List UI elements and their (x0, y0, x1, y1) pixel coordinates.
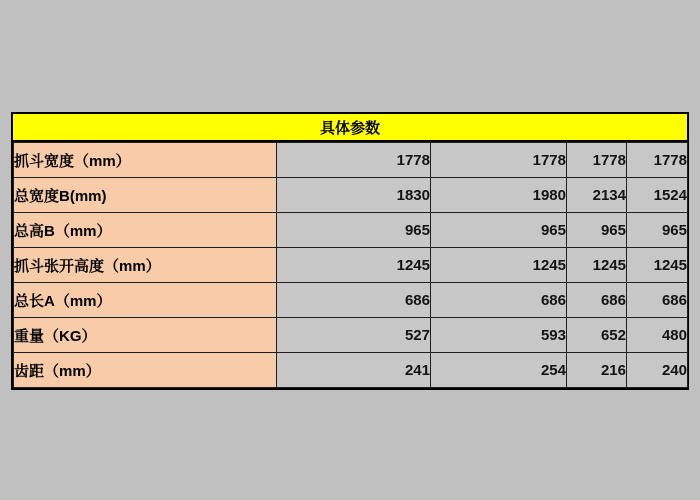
row-label: 抓斗宽度（mm） (14, 143, 277, 178)
value-cell: 240 (627, 353, 688, 388)
value-cell: 527 (277, 318, 431, 353)
row-label: 总宽度B(mm) (14, 178, 277, 213)
value-cell: 1778 (627, 143, 688, 178)
table-row (14, 318, 688, 353)
value-cell: 241 (277, 353, 431, 388)
value-cell: 965 (567, 213, 627, 248)
row-label: 重量（KG） (14, 318, 277, 353)
row-label: 总高B（mm） (14, 213, 277, 248)
value-cell: 686 (431, 283, 567, 318)
value-cell: 1245 (431, 248, 567, 283)
table-row (14, 283, 688, 318)
value-cell: 1524 (627, 178, 688, 213)
value-cell: 1778 (567, 143, 627, 178)
table-row (14, 213, 688, 248)
value-cell: 652 (567, 318, 627, 353)
value-cell: 1245 (627, 248, 688, 283)
value-cell: 1245 (277, 248, 431, 283)
row-label: 总长A（mm） (14, 283, 277, 318)
spec-table (13, 142, 688, 388)
row-label: 齿距（mm） (14, 353, 277, 388)
table-row (14, 353, 688, 388)
value-cell: 965 (627, 213, 688, 248)
value-cell: 1778 (277, 143, 431, 178)
value-cell: 686 (627, 283, 688, 318)
table-title-bar (13, 114, 687, 142)
table-row (14, 143, 688, 178)
value-cell: 965 (431, 213, 567, 248)
value-cell: 593 (431, 318, 567, 353)
spec-panel (11, 112, 689, 390)
row-label: 抓斗张开高度（mm） (14, 248, 277, 283)
value-cell: 686 (567, 283, 627, 318)
value-cell: 480 (627, 318, 688, 353)
table-title: 具体参数 (319, 119, 380, 137)
value-cell: 216 (567, 353, 627, 388)
value-cell: 686 (277, 283, 431, 318)
value-cell: 2134 (567, 178, 627, 213)
table-row (14, 178, 688, 213)
value-cell: 965 (277, 213, 431, 248)
value-cell: 1980 (431, 178, 567, 213)
value-cell: 1245 (567, 248, 627, 283)
value-cell: 1778 (431, 143, 567, 178)
value-cell: 1830 (277, 178, 431, 213)
value-cell: 254 (431, 353, 567, 388)
table-row (14, 248, 688, 283)
